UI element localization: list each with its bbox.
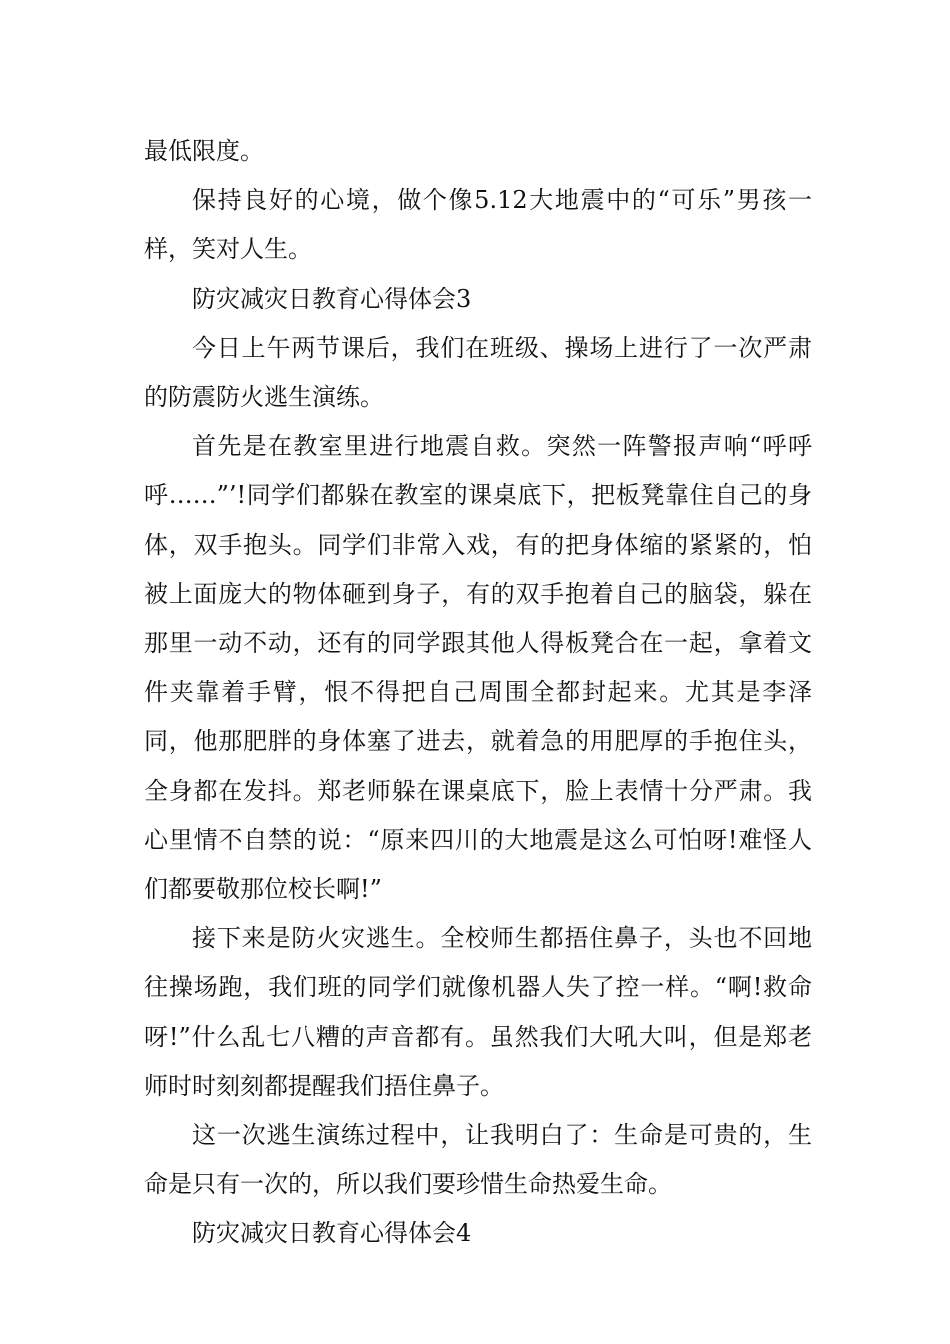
paragraph-earthquake-drill: 首先是在教室里进行地震自救。突然一阵警报声响“呼呼呼……”’!同学们都躲在教室的课桌底下，把板凳靠住自己的身体，双手抱头。同学们非常入戏，有的把身体缩的紧紧的，怕被上面庞大的物体砸到身子，有的双手抱着自己的脑袋，躲在那里一动不动，还有的同学跟其他人得板凳合在一起，拿着文件夹靠着手臂，恨不得把自己周围全都封起来。尤其是李泽同，他那肥胖的身体塞了进去，就着急的用肥厚的手抱住头，全身都在发抖。郑老师躲在课桌底下，脸上表情十分严肃。我心里情不自禁的说：“原来四川的大地震是这么可怕呀!难怪人们都要敬那位校长啊!” (144, 432, 812, 904)
paragraph-cola-boy: 保持良好的心境，做个像5.12大地震中的“可乐”男孩一样，笑对人生。 (144, 186, 812, 264)
paragraph-continuation: 最低限度。 (144, 137, 264, 165)
section-heading-3: 防灾减灾日教育心得体会3 (192, 284, 472, 313)
paragraph-drill-intro: 今日上午两节课后，我们在班级、操场上进行了一次严肃的防震防火逃生演练。 (144, 333, 812, 412)
section-heading-4: 防灾减灾日教育心得体会4 (192, 1219, 472, 1248)
paragraph-conclusion: 这一次逃生演练过程中，让我明白了：生命是可贵的，生命是只有一次的，所以我们要珍惜生命热爱生命。 (144, 1121, 812, 1199)
document-body (144, 127, 812, 1259)
paragraph-fire-drill: 接下来是防火灾逃生。全校师生都捂住鼻子，头也不回地往操场跑，我们班的同学们就像机器人失了控一样。“啊!救命呀!”什么乱七八糟的声音都有。虽然我们大吼大叫，但是郑老师时时刻刻都提醒我们捂住鼻子。 (144, 924, 812, 1100)
